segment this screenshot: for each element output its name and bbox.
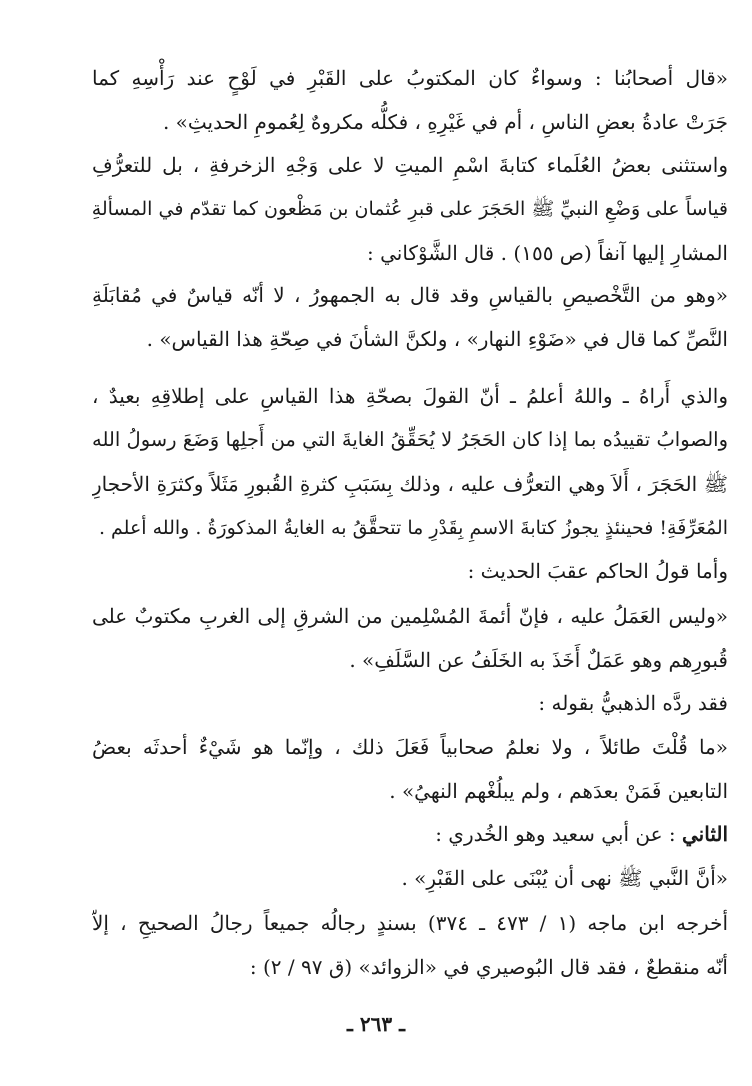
- quote-paragraph-3: [92, 594, 728, 682]
- quote-paragraph-1: [92, 56, 728, 144]
- text-line: واستثنى بعضُ العُلَماء كتابةَ اسْمِ الميتِ لا على وَجْهِ الزخرفةِ ، بل للتعرُّفِ: [92, 153, 728, 177]
- body-paragraph-5: [92, 901, 728, 989]
- text-line: جَرَتْ عادةُ بعضِ الناسِ ، أم في غَيْرِهِ ، فكلُّه مكروهٌ لِعُمومِ الحديثِ» .: [162, 110, 728, 134]
- quote-paragraph-2: [92, 273, 728, 361]
- page-number: ـ ٢٦٣ ـ: [347, 1012, 405, 1036]
- section-heading-second: [92, 812, 728, 856]
- text-line: «أنَّ النَّبي ﷺ نهى أن يُبْنَى على القَبْرِ» .: [401, 866, 728, 890]
- text-line: «وليس العَمَلُ عليه ، فإنّ أئمةَ المُسْلِمين من الشرقِ إلى الغربِ مكتوبٌ على: [92, 604, 728, 628]
- text-line: «قال أصحابُنا : وسواءٌ كان المكتوبُ على القَبْرِ في لَوْحٍ عند رَأْسِهِ كما: [92, 66, 728, 90]
- text-line: ﷺ الحَجَرَ ، أَلاَ وهي التعرُّف عليه ، وذلك بِسَبَبِ كثرةِ القُبورِ مَثَلاً وكثرَةِ الأحجارِ: [92, 472, 728, 496]
- text-line: أنّه منقطعٌ ، فقد قال البُوصيري في «الزوائد» (ق ٩٧ / ٢) :: [249, 955, 728, 979]
- text-line: المشارِ إليها آنفاً (ص ١٥٥) . قال الشَّوْكاني :: [367, 241, 728, 265]
- text-line: فقد ردَّه الذهبيُّ بقوله :: [538, 691, 728, 715]
- body-paragraph-1: [92, 143, 728, 275]
- body-paragraph-3: [92, 549, 728, 593]
- text-line: والذي أَراهُ ـ واللهُ أعلمُ ـ أنّ القولَ بصحّةِ هذا القياسِ على إطلاقِهِ بعيدٌ ،: [92, 384, 728, 408]
- section-label: الثاني: [681, 822, 728, 846]
- text-line: وأما قولُ الحاكم عقبَ الحديث :: [467, 559, 728, 583]
- body-paragraph-4: [92, 681, 728, 725]
- text-line: «وهو من التَّخْصيصِ بالقياسِ وقد قال به الجمهورُ ، لا أنّه قياسٌ في مُقابَلَةِ: [92, 283, 728, 307]
- quote-paragraph-4: [92, 725, 728, 813]
- text-line: أخرجه ابن ماجه (١ / ٤٧٣ ـ ٣٧٤) بسندٍ رجالُه جميعاً رجالُ الصحيحِ ، إلاّ: [92, 911, 728, 935]
- text-line: «ما قُلْتَ طائلاً ، ولا نعلمُ صحابياً فَعَلَ ذلك ، وإنّما هو شَيْءٌ أحدثَه بعضُ: [92, 735, 728, 759]
- text-line: [92, 812, 728, 856]
- body-paragraph-2: [92, 374, 728, 550]
- section-label-rest: : عن أبي سعيد وهو الخُدري :: [435, 822, 682, 846]
- text-line: النَّصِّ كما قال في «ضَوْءِ النهار» ، ولكنَّ الشأنَ في صِحّةِ هذا القياس» .: [146, 327, 728, 351]
- text-line: والصوابُ تقييدُه بما إذا كان الحَجَرُ لا يُحَقِّقُ الغايةَ التي من أَجلِها وَضَعَ رسولُ الله: [92, 428, 728, 451]
- text-line: قُبورِهم وهو عَمَلٌ أَخَذَ به الخَلَفُ عن السَّلَفِ» .: [349, 648, 728, 672]
- hadith-quote: [92, 856, 728, 900]
- text-line: قياساً على وَضْعِ النبيِّ ﷺ الحَجَرَ على قبرِ عُثمان بن مَظْعون كما تقدّم في المسألةِ: [92, 198, 728, 220]
- text-line: التابعين فَمَنْ بعدَهم ، ولم يبلُغْهم النهيُ» .: [389, 779, 728, 803]
- text-line: المُعَرِّفَةِ! فحينئذٍ يجوزُ كتابةَ الاسمِ بِقَدْرِ ما تتحقَّقُ به الغايةُ المذكورَةُ . والله أعلم .: [98, 517, 728, 539]
